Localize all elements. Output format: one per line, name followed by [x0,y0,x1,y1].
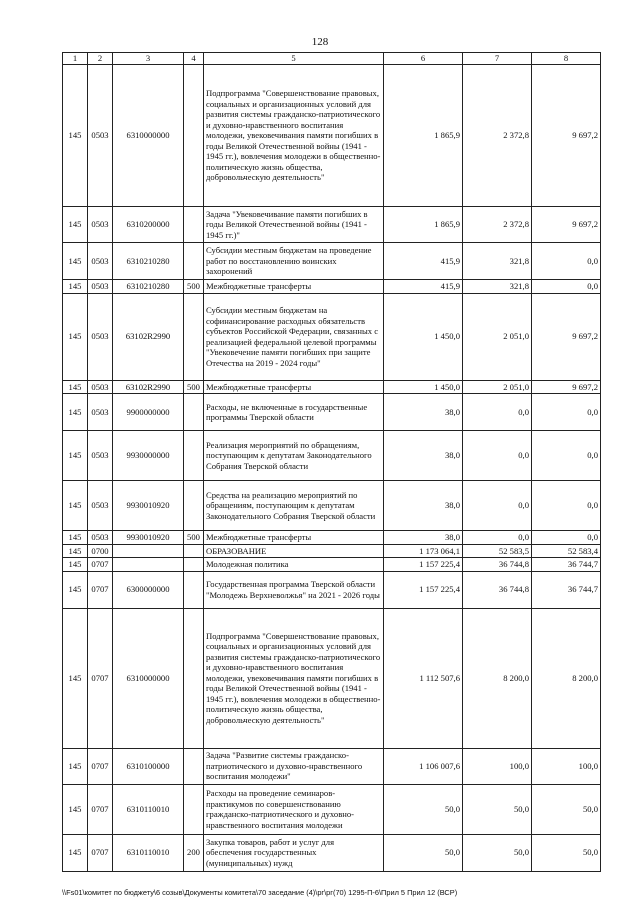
cell-description: Государственная программа Тверской области "Молодежь Верхневолжья" на 2021 - 2026 годы [204,571,384,608]
cell-target-article: 6300000000 [113,571,184,608]
cell-description: Молодежная политика [204,558,384,572]
cell-target-article: 63102R2990 [113,293,184,380]
cell-amount-col8: 0,0 [532,394,601,431]
cell-amount-col7: 321,8 [463,280,532,294]
cell-amount-col6: 415,9 [384,243,463,280]
cell-amount-col6: 50,0 [384,784,463,834]
budget-table [62,52,601,872]
cell-ministry-code: 145 [63,748,88,784]
cell-amount-col8: 36 744,7 [532,558,601,572]
cell-section-code: 0503 [88,380,113,394]
cell-section-code: 0707 [88,748,113,784]
cell-target-article: 9930010920 [113,481,184,531]
table-row [63,571,601,608]
cell-target-article: 6310000000 [113,608,184,748]
table-row [63,608,601,748]
header-col-6: 6 [384,53,463,65]
cell-ministry-code: 145 [63,243,88,280]
cell-target-article: 6310000000 [113,65,184,207]
cell-section-code: 0503 [88,207,113,243]
cell-amount-col8: 0,0 [532,481,601,531]
cell-amount-col8: 9 697,2 [532,293,601,380]
cell-ministry-code: 145 [63,481,88,531]
header-col-4: 4 [184,53,204,65]
table-row [63,280,601,294]
cell-description: ОБРАЗОВАНИЕ [204,544,384,558]
cell-amount-col7: 2 372,8 [463,65,532,207]
cell-amount-col8: 0,0 [532,531,601,545]
cell-description: Подпрограмма "Совершенствование правовых, социальных и организационных условий для развития системы гражданско-патриотического и духовно-нравственного воспитания молодежи, увековечивания памяти погибших в годы Великой Отечественной войны (1941 - 1945 гг.), вовлечения молодежи в общественно-политическую жизнь общества, добровольческую деятельность" [204,65,384,207]
cell-expense-type [184,748,204,784]
cell-target-article: 6310100000 [113,748,184,784]
cell-expense-type [184,558,204,572]
page-number: 128 [311,36,329,48]
cell-expense-type [184,293,204,380]
cell-expense-type [184,544,204,558]
cell-description: Средства на реализацию мероприятий по обращениям, поступающим к депутатам Законодательного Собрания Тверской области [204,481,384,531]
table-row [63,243,601,280]
cell-expense-type: 500 [184,380,204,394]
cell-section-code: 0707 [88,608,113,748]
cell-description: Расходы, не включенные в государственные программы Тверской области [204,394,384,431]
cell-amount-col8: 9 697,2 [532,380,601,394]
cell-ministry-code: 145 [63,280,88,294]
cell-ministry-code: 145 [63,531,88,545]
cell-ministry-code: 145 [63,207,88,243]
cell-amount-col8: 36 744,7 [532,571,601,608]
cell-amount-col7: 2 051,0 [463,293,532,380]
table-row [63,834,601,871]
cell-amount-col6: 38,0 [384,394,463,431]
footer-file-path: \\Fs01\комитет по бюджету\6 созыв\Документы комитета\70 заседание (4)\рг\рг(70) 1295-П-6\Прил 5 Прил 12 (ВСР) [62,888,458,897]
cell-amount-col7: 50,0 [463,784,532,834]
cell-amount-col7: 36 744,8 [463,558,532,572]
cell-target-article [113,544,184,558]
cell-target-article: 9930010920 [113,531,184,545]
cell-amount-col8: 50,0 [532,834,601,871]
cell-expense-type [184,571,204,608]
cell-description: Межбюджетные трансферты [204,380,384,394]
cell-amount-col6: 38,0 [384,481,463,531]
table-row [63,558,601,572]
table-header-row [63,53,601,65]
cell-amount-col7: 100,0 [463,748,532,784]
cell-section-code: 0503 [88,394,113,431]
cell-expense-type [184,394,204,431]
cell-amount-col8: 0,0 [532,243,601,280]
table-row [63,65,601,207]
cell-expense-type: 500 [184,280,204,294]
cell-amount-col7: 8 200,0 [463,608,532,748]
cell-ministry-code: 145 [63,65,88,207]
cell-section-code: 0503 [88,531,113,545]
cell-amount-col6: 1 865,9 [384,65,463,207]
cell-ministry-code: 145 [63,394,88,431]
cell-ministry-code: 145 [63,544,88,558]
cell-amount-col6: 1 173 064,1 [384,544,463,558]
cell-section-code: 0503 [88,243,113,280]
cell-amount-col6: 1 450,0 [384,380,463,394]
cell-amount-col7: 2 372,8 [463,207,532,243]
cell-expense-type [184,784,204,834]
table-body [63,65,601,872]
cell-expense-type [184,481,204,531]
header-col-7: 7 [463,53,532,65]
cell-amount-col7: 0,0 [463,431,532,481]
cell-ministry-code: 145 [63,558,88,572]
cell-amount-col7: 2 051,0 [463,380,532,394]
cell-expense-type: 500 [184,531,204,545]
cell-amount-col8: 0,0 [532,431,601,481]
cell-ministry-code: 145 [63,431,88,481]
cell-amount-col6: 50,0 [384,834,463,871]
header-col-8: 8 [532,53,601,65]
cell-section-code: 0503 [88,65,113,207]
cell-expense-type [184,431,204,481]
cell-target-article: 63102R2990 [113,380,184,394]
cell-amount-col8: 52 583,4 [532,544,601,558]
cell-description: Задача "Увековечивание памяти погибших в годы Великой Отечественной войны (1941 - 1945 гг.)" [204,207,384,243]
cell-description: Субсидии местным бюджетам на софинансирование расходных обязательств субъектов Российской Федерации, связанных с реализацией федеральной целевой программы "Увековечение памяти погибших при защите Отечества на 2019 - 2024 годы" [204,293,384,380]
cell-amount-col6: 38,0 [384,431,463,481]
cell-expense-type: 200 [184,834,204,871]
table-row [63,394,601,431]
cell-description: Закупка товаров, работ и услуг для обеспечения государственных (муниципальных) нужд [204,834,384,871]
cell-ministry-code: 145 [63,834,88,871]
cell-amount-col6: 1 450,0 [384,293,463,380]
table-row [63,784,601,834]
cell-description: Межбюджетные трансферты [204,531,384,545]
table-row [63,544,601,558]
cell-amount-col7: 36 744,8 [463,571,532,608]
cell-amount-col7: 50,0 [463,834,532,871]
cell-amount-col6: 1 157 225,4 [384,558,463,572]
cell-section-code: 0707 [88,558,113,572]
cell-expense-type [184,207,204,243]
cell-amount-col8: 8 200,0 [532,608,601,748]
cell-amount-col7: 52 583,5 [463,544,532,558]
cell-amount-col7: 0,0 [463,531,532,545]
cell-target-article: 6310110010 [113,784,184,834]
cell-ministry-code: 145 [63,293,88,380]
cell-section-code: 0503 [88,481,113,531]
cell-amount-col6: 1 112 507,6 [384,608,463,748]
table-row [63,431,601,481]
table-row [63,380,601,394]
table-row [63,293,601,380]
cell-target-article [113,558,184,572]
table-row [63,748,601,784]
cell-ministry-code: 145 [63,380,88,394]
cell-amount-col6: 1 106 007,6 [384,748,463,784]
cell-expense-type [184,65,204,207]
cell-section-code: 0503 [88,280,113,294]
cell-amount-col8: 9 697,2 [532,65,601,207]
cell-description: Расходы на проведение семинаров-практикумов по совершенствованию гражданско-патриотического и духовно-нравственного воспитания молодежи [204,784,384,834]
cell-amount-col6: 1 865,9 [384,207,463,243]
cell-amount-col7: 321,8 [463,243,532,280]
header-col-2: 2 [88,53,113,65]
table-row [63,207,601,243]
cell-amount-col8: 50,0 [532,784,601,834]
cell-section-code: 0700 [88,544,113,558]
cell-target-article: 6310200000 [113,207,184,243]
cell-description: Межбюджетные трансферты [204,280,384,294]
cell-section-code: 0503 [88,431,113,481]
header-col-3: 3 [113,53,184,65]
cell-expense-type [184,243,204,280]
table-row [63,531,601,545]
header-col-5: 5 [204,53,384,65]
header-col-1: 1 [63,53,88,65]
cell-description: Задача "Развитие системы гражданско-патриотического и духовно-нравственного воспитания молодежи" [204,748,384,784]
cell-description: Реализация мероприятий по обращениям, поступающим к депутатам Законодательного Собрания Тверской области [204,431,384,481]
cell-amount-col6: 38,0 [384,531,463,545]
cell-description: Субсидии местным бюджетам на проведение работ по восстановлению воинских захоронений [204,243,384,280]
cell-ministry-code: 145 [63,571,88,608]
cell-expense-type [184,608,204,748]
cell-target-article: 9930000000 [113,431,184,481]
cell-description: Подпрограмма "Совершенствование правовых, социальных и организационных условий для развития системы гражданско-патриотического и духовно-нравственного воспитания молодежи, увековечивания памяти погибших в годы Великой Отечественной войны (1941 - 1945 гг.), вовлечения молодежи в общественно-политическую жизнь общества, добровольческую деятельность" [204,608,384,748]
cell-target-article: 9900000000 [113,394,184,431]
cell-amount-col8: 100,0 [532,748,601,784]
cell-section-code: 0707 [88,784,113,834]
cell-amount-col8: 9 697,2 [532,207,601,243]
table-row [63,481,601,531]
cell-section-code: 0503 [88,293,113,380]
cell-amount-col6: 415,9 [384,280,463,294]
cell-target-article: 6310110010 [113,834,184,871]
cell-section-code: 0707 [88,834,113,871]
cell-amount-col6: 1 157 225,4 [384,571,463,608]
cell-amount-col8: 0,0 [532,280,601,294]
cell-ministry-code: 145 [63,784,88,834]
cell-ministry-code: 145 [63,608,88,748]
cell-target-article: 6310210280 [113,243,184,280]
cell-amount-col7: 0,0 [463,481,532,531]
cell-section-code: 0707 [88,571,113,608]
cell-target-article: 6310210280 [113,280,184,294]
cell-amount-col7: 0,0 [463,394,532,431]
